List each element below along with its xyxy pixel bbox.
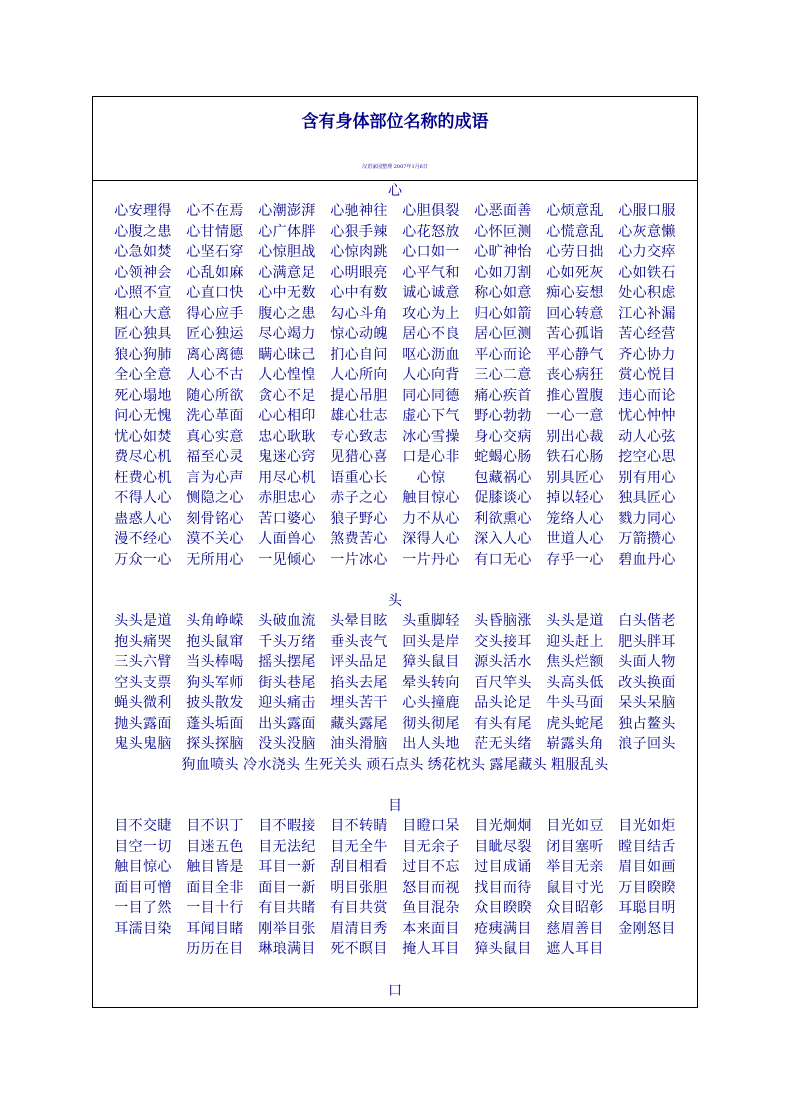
idiom-cell: 真心实意: [186, 428, 244, 445]
idiom-cell: 改头换面: [618, 674, 676, 691]
idiom-cell: 眉清目秀: [330, 920, 388, 937]
document-content: [93, 181, 697, 1001]
idiom-cell: 怒目而视: [402, 879, 460, 896]
idiom-cell: 心惊肉跳: [330, 244, 388, 260]
idiom-cell: 过目成诵: [474, 859, 532, 875]
idiom-cell: 呕心沥血: [402, 346, 460, 363]
idiom-cell: 一片冰心: [330, 551, 388, 568]
idiom-cell: 明目张胆: [330, 879, 388, 896]
idiom-cell: 别具匠心: [546, 469, 604, 486]
idiom-cell: 埋头苦干: [330, 695, 388, 711]
idiom-cell: 别有用心: [618, 469, 676, 486]
idiom-cell: 目无余子: [402, 838, 460, 855]
idiom-cell: 忠心耿耿: [258, 428, 316, 445]
idiom-cell: 有头有尾: [474, 715, 532, 732]
idiom-cell: 违心而论: [618, 387, 676, 404]
idiom-cell: 目眦尽裂: [474, 838, 532, 855]
idiom-cell: 蛇蝎心肠: [474, 449, 532, 465]
idiom-cell: 惊心动魄: [330, 326, 388, 342]
idiom-cell: 鬼迷心窍: [258, 449, 316, 465]
idiom-cell: 随心所欲: [186, 387, 244, 404]
idiom-cell: 独具匠心: [618, 490, 676, 506]
idiom-cell: 得心应手: [186, 305, 244, 322]
idiom-cell: 促膝谈心: [474, 490, 532, 506]
idiom-cell: 面目全非: [186, 879, 244, 896]
idiom-cell: 苦心经营: [618, 326, 676, 342]
idiom-cell: 匠心独运: [186, 326, 244, 342]
idiom-cell: 头面人物: [618, 654, 676, 670]
idiom-cell: [611, 939, 683, 960]
idiom-cell: 刮目相看: [330, 859, 388, 875]
idiom-last-row-tou: [93, 755, 697, 776]
idiom-cell: 耳闻目睹: [186, 920, 244, 937]
idiom-cell: 心旷神怡: [474, 244, 532, 260]
idiom-cell: 目无全牛: [330, 838, 388, 855]
idiom-cell: 没头没脑: [258, 736, 316, 752]
idiom-cell: 獐头鼠目: [474, 941, 532, 957]
idiom-cell: 狗头军师: [186, 674, 244, 691]
idiom-cell: 诚心诚意: [402, 285, 460, 301]
idiom-cell: 眉目如画: [618, 859, 676, 875]
idiom-cell: 心如刀割: [474, 264, 532, 281]
idiom-cell: 深入人心: [474, 531, 532, 547]
idiom-cell: 浪子回头: [618, 736, 676, 752]
idiom-cell: 瞠目结舌: [618, 838, 676, 855]
idiom-cell: 笼络人心: [546, 510, 604, 527]
idiom-cell: 目光炯炯: [474, 818, 532, 834]
idiom-cell: 探头探脑: [186, 736, 244, 752]
idiom-cell: 金刚怒目: [618, 920, 676, 937]
idiom-cell: 晕头转向: [402, 674, 460, 691]
idiom-cell: 苦口婆心: [258, 510, 316, 527]
idiom-cell: 蛊惑人心: [114, 510, 172, 527]
section-heading-tou: 头: [388, 593, 402, 609]
idiom-cell: 回头是岸: [402, 633, 460, 650]
idiom-cell: 齐心协力: [618, 346, 676, 363]
idiom-cell: 藏头露尾: [330, 715, 388, 732]
idiom-cell: 刚举目张: [258, 920, 316, 937]
idiom-grid-tou: [93, 611, 697, 755]
idiom-cell: 包藏祸心: [474, 469, 532, 486]
idiom-cell: 过目不忘: [402, 859, 460, 875]
idiom-cell: 心满意足: [258, 264, 316, 281]
idiom-cell: 心领神会: [114, 264, 172, 281]
idiom-cell: 心照不宣: [114, 285, 172, 301]
idiom-cell: 头晕目眩: [330, 613, 388, 629]
idiom-cell: 人心不古: [186, 367, 244, 383]
idiom-cell: 心直口快: [186, 285, 244, 301]
idiom-cell: 獐头鼠目: [402, 654, 460, 670]
idiom-cell: 蝇头微利: [114, 695, 172, 711]
idiom-cell: 提心吊胆: [330, 387, 388, 404]
idiom-cell: 鱼目混杂: [402, 900, 460, 916]
idiom-cell: 赤胆忠心: [258, 490, 316, 506]
idiom-cell: 心如死灰: [546, 264, 604, 281]
idiom-cell: 目空一切: [114, 838, 172, 855]
idiom-cell: 问心无愧: [114, 408, 172, 424]
idiom-cell: 不得人心: [114, 490, 172, 506]
idiom-cell: 面目一新: [258, 879, 316, 896]
idiom-cell: 刻骨铭心: [186, 510, 244, 527]
idiom-cell: 忧心如焚: [114, 428, 172, 445]
idiom-cell: 心胆俱裂: [402, 203, 460, 219]
idiom-cell: 绣花枕头: [427, 756, 486, 773]
idiom-cell: 身心交病: [474, 428, 532, 445]
idiom-cell: 世道人心: [546, 531, 604, 547]
idiom-cell: 雄心壮志: [330, 408, 388, 424]
idiom-cell: 出人头地: [402, 736, 460, 752]
idiom-cell: 心中无数: [258, 285, 316, 301]
idiom-cell: 煞费苦心: [330, 531, 388, 547]
idiom-cell: 漠不关心: [186, 531, 244, 547]
idiom-cell: 狼心狗肺: [114, 346, 172, 363]
idiom-cell: 一目十行: [186, 900, 244, 916]
idiom-cell: 心服口服: [618, 203, 676, 219]
idiom-cell: 心乱如麻: [186, 264, 244, 281]
idiom-cell: 焦头烂额: [546, 654, 604, 670]
idiom-cell: 利欲熏心: [474, 510, 532, 527]
idiom-cell: 心广体胖: [258, 223, 316, 240]
idiom-cell: 狗血喷头: [181, 756, 239, 773]
idiom-cell: 迎头痛击: [258, 695, 316, 711]
idiom-cell: 碧血丹心: [618, 551, 676, 568]
idiom-cell: 心中有数: [330, 285, 388, 301]
idiom-cell: 心烦意乱: [546, 203, 604, 219]
idiom-cell: 冷水浇头: [242, 756, 301, 773]
idiom-cell: 触目惊心: [402, 490, 460, 506]
idiom-cell: 狼子野心: [330, 510, 388, 527]
idiom-cell: 心狠手辣: [330, 223, 388, 240]
idiom-cell: 推心置腹: [546, 387, 604, 404]
idiom-cell: 心明眼亮: [330, 264, 388, 281]
idiom-cell: 品头论足: [474, 695, 532, 711]
idiom-cell: 忧心忡忡: [618, 408, 676, 424]
idiom-cell: 江心补漏: [618, 305, 676, 322]
idiom-cell: 目不交睫: [114, 818, 172, 834]
idiom-cell: 目不识丁: [186, 818, 244, 834]
idiom-cell: 心心相印: [258, 408, 316, 424]
idiom-cell: 苦心孤诣: [546, 326, 604, 342]
idiom-cell: 迎头赶上: [546, 633, 604, 650]
idiom-cell: 一目了然: [114, 900, 172, 916]
idiom-cell: 心腹之患: [114, 223, 172, 240]
idiom-cell: 见猎心喜: [330, 449, 388, 465]
idiom-cell: 力不从心: [402, 510, 460, 527]
idiom-cell: 同心同德: [402, 387, 460, 404]
idiom-cell: 腹心之患: [258, 305, 316, 322]
idiom-cell: 耳聪目明: [618, 900, 676, 916]
idiom-cell: 平心静气: [546, 346, 604, 363]
idiom-cell: 鬼头鬼脑: [114, 736, 172, 752]
idiom-cell: 牛头马面: [546, 695, 604, 711]
idiom-cell: 崭露头角: [546, 736, 604, 752]
idiom-cell: 心平气和: [402, 264, 460, 281]
idiom-cell: 耳濡目染: [114, 920, 172, 937]
idiom-cell: 人心惶惶: [258, 367, 316, 383]
idiom-cell: 众目昭彰: [546, 900, 604, 916]
idiom-cell: 口是心非: [402, 449, 460, 465]
idiom-cell: 掉以轻心: [546, 490, 604, 506]
idiom-cell: 万众一心: [114, 551, 172, 568]
idiom-cell: 评头品足: [330, 654, 388, 670]
idiom-cell: 心力交瘁: [618, 244, 676, 260]
idiom-cell: 福至心灵: [186, 449, 244, 465]
idiom-cell: 离心离德: [186, 346, 244, 363]
idiom-cell: 空头支票: [114, 674, 172, 691]
idiom-cell: 顽石点头: [366, 756, 424, 773]
idiom-cell: 有口无心: [474, 551, 532, 568]
idiom-cell: 众目睽睽: [474, 900, 532, 916]
idiom-cell: 面目可憎: [114, 879, 172, 896]
idiom-cell: 心口如一: [402, 244, 460, 260]
idiom-cell: 目瞪口呆: [402, 818, 460, 834]
idiom-cell: 回心转意: [546, 305, 604, 322]
idiom-cell: 平心而论: [474, 346, 532, 363]
idiom-cell: 举目无亲: [546, 859, 604, 875]
idiom-cell: 野心勃勃: [474, 408, 532, 424]
idiom-cell: 交头接耳: [474, 633, 532, 650]
idiom-cell: 专心致志: [330, 428, 388, 445]
idiom-cell: [107, 939, 179, 960]
idiom-cell: 街头巷尾: [258, 674, 316, 691]
idiom-cell: 恻隐之心: [186, 490, 244, 506]
idiom-cell: 闭目塞听: [546, 838, 604, 855]
idiom-cell: 目光如豆: [546, 818, 604, 834]
idiom-cell: 勾心斗角: [330, 305, 388, 322]
idiom-cell: 挖空心思: [618, 449, 676, 465]
section-heading-xin: 心: [388, 183, 402, 199]
idiom-cell: 鼠目寸光: [546, 879, 604, 896]
idiom-cell: 戮力同心: [618, 510, 676, 527]
idiom-cell: 尽心竭力: [258, 326, 316, 342]
idiom-cell: 无所用心: [186, 551, 244, 568]
idiom-cell: 心安理得: [114, 203, 172, 219]
idiom-cell: 心恶面善: [474, 203, 532, 219]
idiom-cell: 心花怒放: [402, 223, 460, 240]
idiom-cell: 慈眉善目: [546, 920, 604, 937]
idiom-cell: 头重脚轻: [402, 613, 460, 629]
idiom-cell: 全心全意: [114, 367, 172, 383]
idiom-cell: 头头是道: [546, 613, 604, 629]
idiom-cell: 人面兽心: [258, 531, 316, 547]
section-heading-mu: 目: [388, 798, 402, 814]
idiom-cell: 出头露面: [258, 715, 316, 732]
idiom-cell: 千头万绪: [258, 633, 316, 650]
idiom-cell: 找目而待: [474, 879, 532, 896]
idiom-cell: 三心二意: [474, 367, 532, 383]
idiom-cell: 心灰意懒: [618, 223, 676, 240]
idiom-cell: 万箭攒心: [618, 531, 676, 547]
idiom-cell: 存乎一心: [546, 551, 604, 568]
idiom-cell: 攻心为上: [402, 305, 460, 322]
idiom-cell: 琳琅满目: [258, 941, 316, 957]
idiom-cell: 抱头痛哭: [114, 633, 172, 650]
idiom-cell: 虚心下气: [402, 408, 460, 424]
idiom-cell: 痛心疾首: [474, 387, 532, 404]
idiom-cell: 赏心悦目: [618, 367, 676, 383]
document-title: 含有身体部位名称的成语: [301, 112, 489, 132]
idiom-cell: 肥头胖耳: [618, 633, 676, 650]
idiom-cell: 历历在目: [186, 941, 244, 957]
idiom-cell: 掩人耳目: [402, 941, 460, 957]
idiom-cell: 铁石心肠: [546, 449, 604, 465]
idiom-cell: 目不暇接: [258, 818, 316, 834]
idiom-cell: 漫不经心: [114, 531, 172, 547]
idiom-cell: 披头散发: [186, 695, 244, 711]
idiom-cell: 心惊胆战: [258, 244, 316, 260]
idiom-cell: 归心如箭: [474, 305, 532, 322]
idiom-cell: 心坚石穿: [186, 244, 244, 260]
idiom-cell: 油头滑脑: [330, 736, 388, 752]
idiom-cell: 一片丹心: [402, 551, 460, 568]
idiom-grid-mu: [93, 816, 697, 960]
idiom-cell: 一见倾心: [258, 551, 316, 568]
idiom-grid-xin: [93, 201, 697, 570]
idiom-cell: 粗服乱头: [551, 756, 609, 773]
idiom-cell: 匠心独具: [114, 326, 172, 342]
idiom-cell: 心甘情愿: [186, 223, 244, 240]
idiom-cell: 有目共赏: [330, 900, 388, 916]
idiom-cell: 心惊: [416, 469, 446, 486]
idiom-cell: 茫无头绪: [474, 736, 532, 752]
idiom-cell: 头角峥嵘: [186, 613, 244, 629]
idiom-cell: 三头六臂: [114, 654, 172, 670]
idiom-cell: 扪心自问: [330, 346, 388, 363]
idiom-cell: 洗心革面: [186, 408, 244, 424]
idiom-cell: 语重心长: [330, 469, 388, 486]
idiom-cell: 疮痍满目: [474, 920, 532, 937]
idiom-cell: 别出心裁: [546, 428, 604, 445]
idiom-cell: 心怀叵测: [474, 223, 532, 240]
idiom-cell: 心潮澎湃: [258, 203, 316, 219]
idiom-cell: 遮人耳目: [546, 941, 604, 957]
idiom-cell: 目光如炬: [618, 818, 676, 834]
idiom-cell: 万目睽睽: [618, 879, 676, 896]
idiom-cell: 言为心声: [186, 469, 244, 486]
idiom-cell: 死心塌地: [114, 387, 172, 404]
document-header: [93, 97, 697, 181]
idiom-cell: 掐头去尾: [330, 674, 388, 691]
idiom-cell: 头头是道: [114, 613, 172, 629]
idiom-cell: 有目共睹: [258, 900, 316, 916]
idiom-cell: 用尽心机: [258, 469, 316, 486]
idiom-cell: 心如铁石: [618, 264, 676, 281]
idiom-cell: 本来面目: [402, 920, 460, 937]
idiom-cell: 心不在焉: [186, 203, 244, 219]
idiom-cell: 露尾藏头: [489, 756, 548, 773]
idiom-cell: 头昏脑涨: [474, 613, 532, 629]
idiom-cell: 蓬头垢面: [186, 715, 244, 732]
idiom-cell: 目迷五色: [186, 838, 244, 855]
idiom-cell: 当头棒喝: [186, 654, 244, 670]
idiom-cell: 心驰神往: [330, 203, 388, 219]
idiom-cell: 居心不良: [402, 326, 460, 342]
idiom-cell: 心急如焚: [114, 244, 172, 260]
idiom-cell: 耳目一新: [258, 859, 316, 875]
idiom-cell: 丧心病狂: [546, 367, 604, 383]
idiom-cell: 源头活水: [474, 654, 532, 670]
document-frame: [92, 96, 698, 1008]
idiom-cell: 痴心妄想: [546, 285, 604, 301]
idiom-cell: 处心积虑: [618, 285, 676, 301]
idiom-cell: 白头偕老: [618, 613, 676, 629]
section-heading-kou: 口: [388, 982, 402, 999]
idiom-cell: 居心叵测: [474, 326, 532, 342]
idiom-cell: 呆头呆脑: [618, 695, 676, 711]
idiom-cell: 费尽心机: [114, 449, 172, 465]
idiom-cell: 生死关头: [304, 756, 363, 773]
idiom-cell: 冰心雪操: [402, 428, 460, 445]
idiom-cell: 枉费心机: [114, 469, 172, 486]
idiom-cell: 头破血流: [258, 613, 316, 629]
idiom-cell: 目不转睛: [330, 818, 388, 834]
idiom-cell: 虎头蛇尾: [546, 715, 604, 732]
idiom-cell: 瞒心昧己: [258, 346, 316, 363]
idiom-cell: 深得人心: [402, 531, 460, 547]
idiom-cell: 死不瞑目: [330, 941, 388, 957]
idiom-cell: 百尺竿头: [474, 674, 532, 691]
idiom-cell: 心劳日拙: [546, 244, 604, 260]
document-subtitle: 汉语家园整理 2007年1月6日: [362, 164, 428, 170]
idiom-cell: 赤子之心: [330, 490, 388, 506]
idiom-cell: 一心一意: [546, 408, 604, 424]
idiom-cell: 心头撞鹿: [402, 695, 460, 711]
idiom-cell: 贪心不足: [258, 387, 316, 404]
idiom-cell: 抱头鼠窜: [186, 633, 244, 650]
idiom-cell: 头高头低: [546, 674, 604, 691]
idiom-cell: 彻头彻尾: [402, 715, 460, 732]
idiom-cell: 粗心大意: [114, 305, 172, 322]
idiom-cell: 称心如意: [474, 285, 532, 301]
idiom-cell: 目无法纪: [258, 838, 316, 855]
idiom-cell: 触目惊心: [114, 859, 172, 875]
idiom-cell: 人心所向: [330, 367, 388, 383]
idiom-cell: 垂头丧气: [330, 633, 388, 650]
idiom-cell: 摇头摆尾: [258, 654, 316, 670]
idiom-cell: 动人心弦: [618, 428, 676, 445]
idiom-cell: 抛头露面: [114, 715, 172, 732]
idiom-cell: 心慌意乱: [546, 223, 604, 240]
idiom-cell: 触目皆是: [186, 859, 244, 875]
idiom-cell: 独占鳌头: [618, 715, 676, 732]
idiom-cell: 人心向背: [402, 367, 460, 383]
